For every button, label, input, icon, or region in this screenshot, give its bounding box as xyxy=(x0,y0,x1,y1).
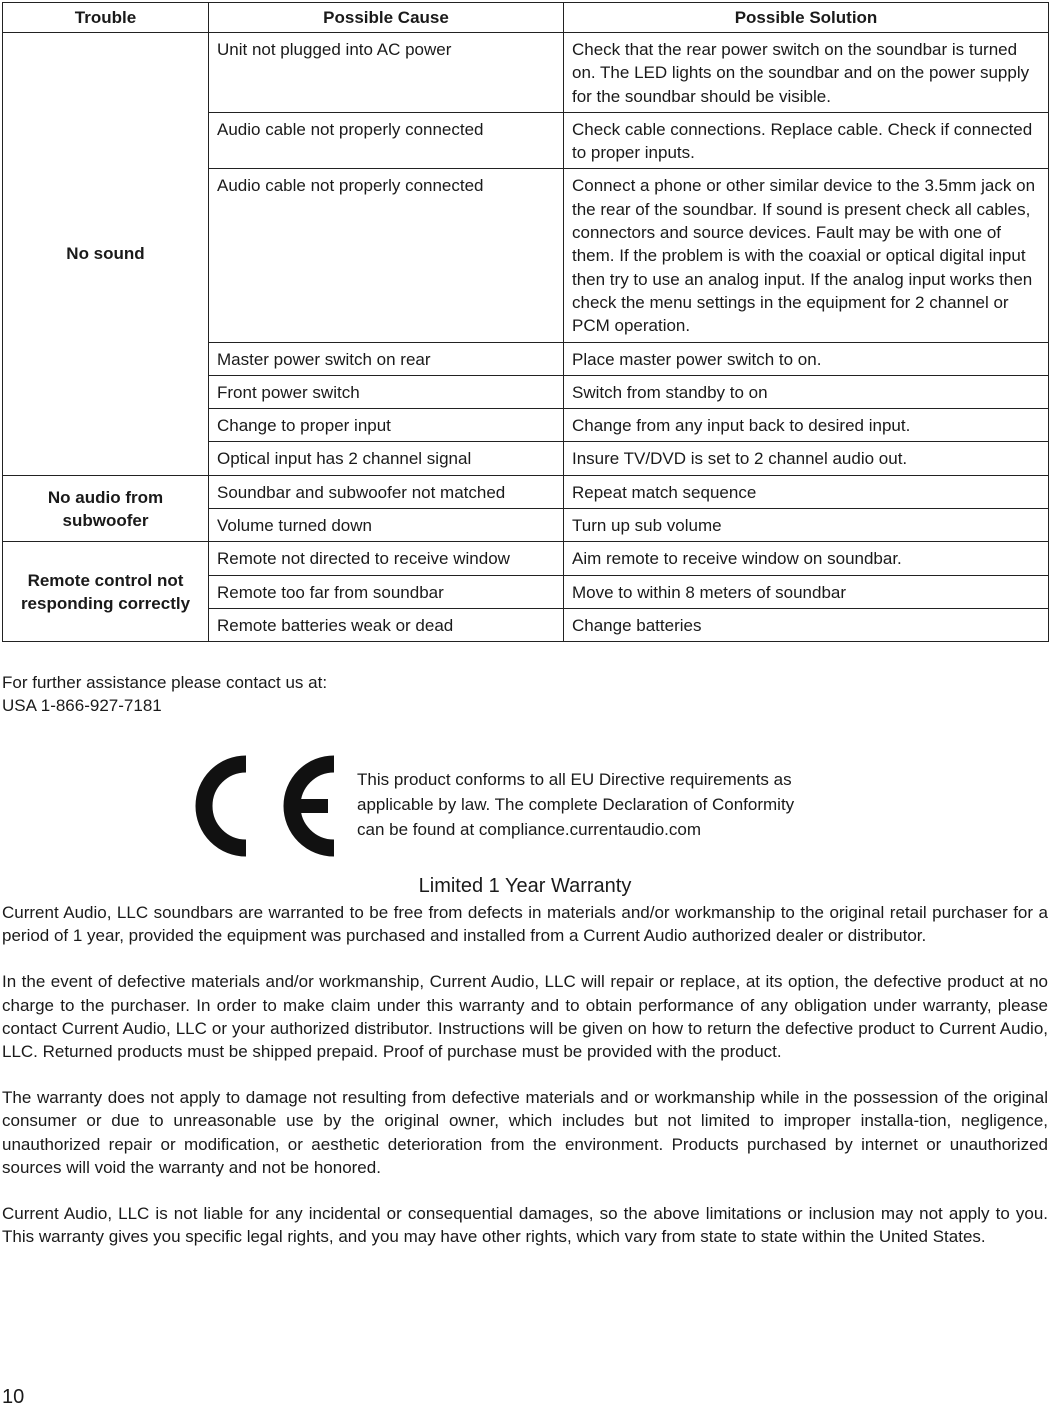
ce-line: applicable by law. The complete Declaration of Conformity xyxy=(357,795,795,814)
ce-line: This product conforms to all EU Directive requirements as xyxy=(357,770,792,789)
ce-line: can be found at compliance.currentaudio.com xyxy=(357,820,701,839)
contact-phone: USA 1-866-927-7181 xyxy=(2,696,162,715)
page-number: 10 xyxy=(2,1386,25,1408)
trouble-label: Remote control not responding correctly xyxy=(20,570,191,613)
warranty-paragraph: In the event of defective materials and/or workmanship, Current Audio, LLC will repair or replace, at its option, the defective product at no charge to the purchaser. In order to make claim under this warranty and to obtain performance of any obligation under warranty, please contact Current Audio, LLC or your authorized distributor. Instructions will be given on how to return the defective product to Current Audio, LLC. Returned products must be shipped prepaid. Proof of purchase must be provided with the product. xyxy=(2,972,1048,1062)
ce-conformity-statement xyxy=(357,767,877,842)
table-row xyxy=(3,542,1049,575)
cause-cell: Remote too far from soundbar xyxy=(209,575,564,608)
trouble-label: No audio from subwoofer xyxy=(47,487,164,530)
table-header-row xyxy=(3,3,1049,33)
solution-cell: Change batteries xyxy=(564,608,1049,641)
solution-cell: Connect a phone or other similar device to the 3.5mm jack on the rear of the soundbar. If sound is present check all cables, connectors and source devices. Fault may be with one of them. If the problem is with the coaxial or optical digital input then try to use an analog input. If the analog input works then check the menu settings in the equipment for 2 channel or PCM operation. xyxy=(564,169,1049,342)
header-possible-cause: Possible Cause xyxy=(209,3,564,33)
header-trouble: Trouble xyxy=(3,3,209,33)
table-row xyxy=(3,475,1049,508)
cause-cell: Optical input has 2 channel signal xyxy=(209,442,564,475)
solution-cell: Switch from standby to on xyxy=(564,375,1049,408)
cause-cell: Remote not directed to receive window xyxy=(209,542,564,575)
cause-cell: Audio cable not properly connected xyxy=(209,112,564,169)
solution-cell: Place master power switch to on. xyxy=(564,342,1049,375)
cause-cell: Soundbar and subwoofer not matched xyxy=(209,475,564,508)
trouble-no-sound: No sound xyxy=(3,33,209,476)
cause-cell: Unit not plugged into AC power xyxy=(209,33,564,113)
warranty-body xyxy=(2,901,1048,1271)
cause-cell: Front power switch xyxy=(209,375,564,408)
warranty-paragraph: Current Audio, LLC soundbars are warranted to be free from defects in materials and/or workmanship to the original retail purchaser for a period of 1 year, provided the equipment was purchased and installed from a Current Audio authorized dealer or distributor. xyxy=(2,903,1048,946)
cause-cell: Remote batteries weak or dead xyxy=(209,608,564,641)
solution-cell: Repeat match sequence xyxy=(564,475,1049,508)
trouble-remote-control xyxy=(3,542,209,642)
solution-cell: Aim remote to receive window on soundbar. xyxy=(564,542,1049,575)
solution-cell: Turn up sub volume xyxy=(564,509,1049,542)
troubleshooting-table xyxy=(2,2,1049,642)
solution-cell: Move to within 8 meters of soundbar xyxy=(564,575,1049,608)
solution-cell: Check that the rear power switch on the soundbar is turned on. The LED lights on the soundbar and on the power supply for the soundbar should be visible. xyxy=(564,33,1049,113)
solution-cell: Insure TV/DVD is set to 2 channel audio out. xyxy=(564,442,1049,475)
cause-cell: Audio cable not properly connected xyxy=(209,169,564,342)
table-row xyxy=(3,33,1049,113)
cause-cell: Master power switch on rear xyxy=(209,342,564,375)
warranty-paragraph: Current Audio, LLC is not liable for any incidental or consequential damages, so the above limitations or inclusion may not apply to you. This warranty gives you specific legal rights, and you may have other rights, which vary from state to state within the United States. xyxy=(2,1204,1048,1247)
cause-cell: Change to proper input xyxy=(209,409,564,442)
warranty-title: Limited 1 Year Warranty xyxy=(418,875,632,897)
contact-line: For further assistance please contact us at: xyxy=(2,673,328,692)
warranty-paragraph: The warranty does not apply to damage not resulting from defective materials and or workmanship while in the possession of the original consumer or due to unreasonable use by the original owner, which includes but not limited to improper installa-tion, negligence, unauthorized repair or modification, or aesthetic deterioration from the environment. Products purchased by internet or unauthorized sources will void the warranty and not be honored. xyxy=(2,1088,1048,1177)
cause-cell: Volume turned down xyxy=(209,509,564,542)
ce-logo-icon xyxy=(186,752,338,860)
trouble-no-audio-subwoofer xyxy=(3,475,209,542)
contact-info xyxy=(2,671,327,717)
solution-cell: Check cable connections. Replace cable. Check if connected to proper inputs. xyxy=(564,112,1049,169)
header-possible-solution: Possible Solution xyxy=(564,3,1049,33)
solution-cell: Change from any input back to desired input. xyxy=(564,409,1049,442)
